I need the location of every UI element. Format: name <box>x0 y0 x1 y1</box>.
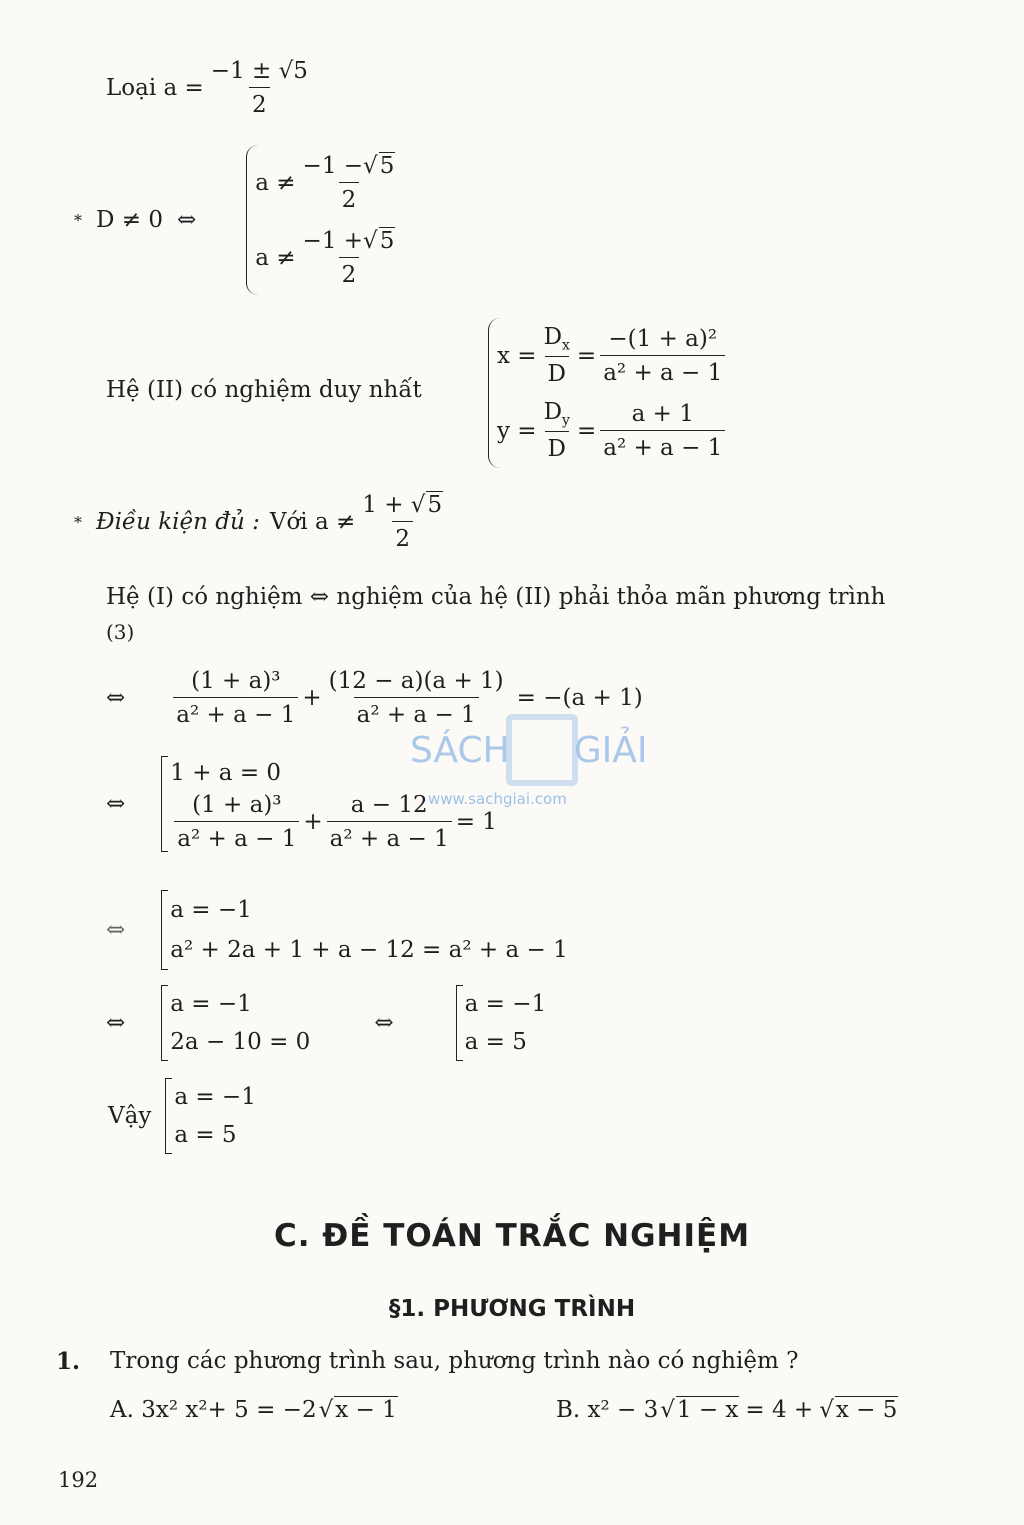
section-title: C. ĐỀ TOÁN TRẮC NGHIỆM <box>273 1218 751 1254</box>
system-row <box>255 153 402 213</box>
step-4 <box>106 985 546 1061</box>
equals: = <box>576 417 597 444</box>
num-text: 1 + <box>362 492 404 518</box>
num-text: −1 − <box>302 152 364 179</box>
iff-symbol: ⇔ <box>106 917 126 943</box>
y-eq: y = <box>497 417 537 444</box>
watermark-brand-right: GIẢI <box>573 729 648 771</box>
numerator: −(1 + a)² <box>608 325 718 352</box>
system-row <box>255 228 402 288</box>
d-condition: D ≠ 0 <box>96 207 163 233</box>
option-a-radicand: x − 1 <box>335 1397 397 1423</box>
denominator: a² + a − 1 <box>173 697 298 728</box>
option-b-label: B. x² − 3 <box>556 1396 659 1423</box>
denominator: D <box>545 356 569 387</box>
numerator: 1 + √5 <box>362 492 443 518</box>
denominator: a² + a − 1 <box>354 697 479 728</box>
num-text: −1 + <box>302 227 364 254</box>
option-b-radicand-2: x − 5 <box>835 1397 898 1423</box>
radicand: 5 <box>379 152 395 179</box>
neq-fraction-2 <box>300 228 399 288</box>
step4-bracket-right <box>456 985 547 1061</box>
loai-label: Loại a = <box>106 75 204 101</box>
step3-bracket <box>161 890 567 970</box>
y-result-fraction <box>600 401 725 461</box>
iff-symbol: ⇔ <box>106 1010 126 1036</box>
loai-numerator: −1 ± √5 <box>210 58 308 84</box>
numerator: (1 + a)³ <box>191 668 281 694</box>
step1-fraction-1 <box>173 668 298 728</box>
conclusion-line-2: a = 5 <box>174 1122 237 1148</box>
option-a-label: A. 3x² x²+ 5 = −2 <box>110 1396 317 1423</box>
dx: D <box>543 323 563 350</box>
plus: + <box>302 685 322 711</box>
denominator: 2 <box>339 257 360 288</box>
y-solution-row <box>497 399 729 463</box>
sufficient-condition-label: Điều kiện đủ : <box>96 509 260 535</box>
he1-continuation: (3) <box>106 620 135 644</box>
he2-text: Hệ (II) có nghiệm duy nhất <box>106 377 422 403</box>
equals: = <box>576 342 597 369</box>
step3-line-1: a = −1 <box>170 897 252 923</box>
subscript: y <box>562 412 570 429</box>
step1-rhs: = −(a + 1) <box>516 685 643 711</box>
denominator: a² + a − 1 <box>600 355 725 386</box>
step4-right-line-1: a = −1 <box>464 991 547 1017</box>
radicand: 5 <box>379 227 395 254</box>
sufficient-condition-text: Với a ≠ <box>269 509 356 535</box>
numerator <box>541 324 573 357</box>
denominator: 2 <box>392 521 413 552</box>
iff-symbol: ⇔ <box>106 685 126 711</box>
a-neq: a ≠ <box>255 169 296 196</box>
neq-fraction-1 <box>300 153 399 213</box>
numerator: (12 − a)(a + 1) <box>328 668 504 694</box>
x-solution-row <box>497 324 729 388</box>
subscript: x <box>562 337 570 354</box>
dy: D <box>543 398 563 425</box>
step2-fraction-1 <box>174 792 299 852</box>
watermark-brand-left: SÁCH <box>410 729 510 771</box>
step2-line-1: 1 + a = 0 <box>170 760 282 786</box>
he1-text: Hệ (I) có nghiệm ⇔ nghiệm của hệ (II) phải thỏa mãn phương trình <box>106 584 886 610</box>
option-b: B. x² − 3 √ 1 − x = 4 + √ x − 5 <box>556 1396 898 1423</box>
bullet-star: * <box>74 512 82 532</box>
bullet-star: * <box>74 210 82 230</box>
question-number: 1. <box>56 1348 81 1375</box>
iff-symbol: ⇔ <box>374 1010 394 1036</box>
step4-left-line-2: 2a − 10 = 0 <box>170 1029 311 1055</box>
denominator: a² + a − 1 <box>174 821 299 852</box>
d-condition-line <box>74 145 402 295</box>
step4-bracket-left <box>161 985 310 1061</box>
step2-rhs: = 1 <box>455 809 497 835</box>
conclusion-bracket <box>165 1078 256 1154</box>
option-a: A. 3x² x²+ 5 = −2 √ x − 1 <box>110 1396 397 1423</box>
denominator: D <box>545 431 569 462</box>
question-text: Trong các phương trình sau, phương trình nào có nghiệm ? <box>110 1348 799 1374</box>
numerator: a − 12 <box>350 792 428 818</box>
d-condition-system <box>246 145 402 295</box>
step3-line-2: a² + 2a + 1 + a − 12 = a² + a − 1 <box>170 937 568 963</box>
a-neq: a ≠ <box>255 244 296 271</box>
iff-symbol: ⇔ <box>176 207 197 233</box>
dx-over-d <box>541 324 573 388</box>
watermark-logo <box>410 714 648 786</box>
loai-fraction <box>208 58 311 118</box>
plus: + <box>303 809 323 835</box>
he2-solution-system <box>488 318 729 468</box>
x-result-fraction <box>600 326 725 386</box>
sufficient-condition-line <box>74 492 450 552</box>
sufficient-condition-fraction <box>359 492 446 552</box>
numerator: a + 1 <box>631 400 694 427</box>
conclusion <box>108 1078 256 1154</box>
section-subtitle: §1. PHƯƠNG TRÌNH <box>388 1296 636 1322</box>
iff-symbol: ⇔ <box>106 791 126 817</box>
denominator: 2 <box>339 182 360 213</box>
numerator: (1 + a)³ <box>192 792 282 818</box>
dy-over-d <box>541 399 573 463</box>
conclusion-line-1: a = −1 <box>174 1084 256 1110</box>
step4-right-line-2: a = 5 <box>464 1029 527 1055</box>
numerator <box>541 399 573 432</box>
option-b-radicand-1: 1 − x <box>676 1397 739 1423</box>
loai-line <box>106 58 315 118</box>
numerator: −1 +√5 <box>302 227 395 254</box>
step-3 <box>106 890 568 970</box>
option-b-middle: = 4 + <box>745 1396 814 1423</box>
numerator: −1 −√5 <box>302 152 395 179</box>
page-number: 192 <box>58 1468 99 1492</box>
conclusion-label: Vậy <box>108 1103 152 1129</box>
step4-left-line-1: a = −1 <box>170 991 252 1017</box>
x-eq: x = <box>497 342 537 369</box>
denominator: a² + a − 1 <box>600 430 725 461</box>
watermark-url: www.sachgiai.com <box>428 790 567 808</box>
watermark-box-icon <box>506 714 578 786</box>
loai-denominator: 2 <box>249 87 270 118</box>
radicand: 5 <box>427 492 443 518</box>
denominator: a² + a − 1 <box>327 821 452 852</box>
